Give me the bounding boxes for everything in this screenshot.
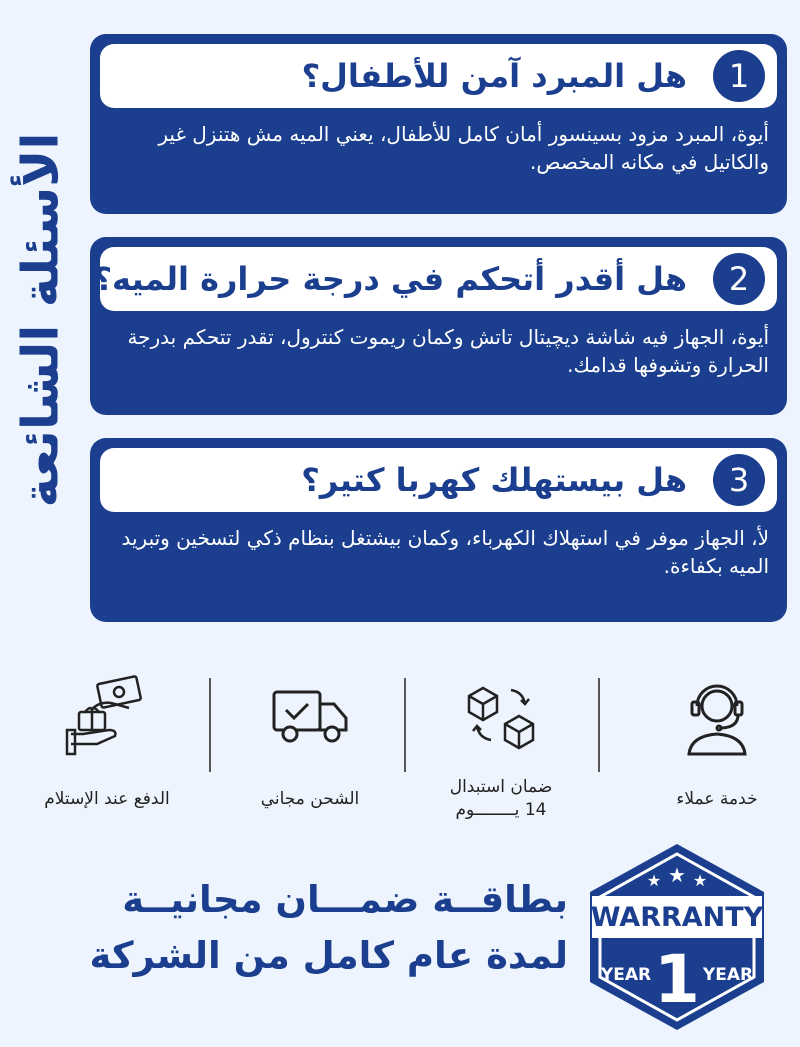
faq-number-badge: 2 — [713, 253, 765, 305]
feature-label-line2: 14 يــــــــوم — [455, 799, 547, 820]
faq-number-badge: 1 — [713, 50, 765, 102]
features-row — [0, 660, 800, 840]
box-exchange-icon — [459, 672, 543, 756]
feature-label: الدفع عند الإستلام — [44, 789, 170, 809]
feature-label — [406, 776, 596, 822]
cash-payment-icon — [65, 672, 149, 756]
faq-number-badge: 3 — [713, 454, 765, 506]
faq-question-box — [93, 247, 777, 311]
warranty-line-1: بطاقــة ضمـــان مجانيــة — [122, 878, 568, 921]
faq-answer: أيوة، الجهاز فيه شاشة ديچيتال تاتش وكمان ريموت كنترول، تقدر تتحكم بدرجة الحرارة وتشوفها قدامك. — [127, 325, 769, 377]
warranty-line-2: لمدة عام كامل من الشركة — [89, 933, 568, 977]
feature-customer-service — [622, 660, 800, 840]
divider — [598, 678, 600, 772]
page-title: الأسئلة الشائعة — [11, 132, 70, 508]
page-title-vertical — [4, 20, 76, 620]
svg-text:★: ★ — [692, 871, 708, 890]
faq-question: هل المبرد آمن للأطفال؟ — [301, 57, 687, 95]
badge-number: 1 — [654, 941, 700, 1018]
faq-question: هل بيستهلك كهربا كتير؟ — [301, 461, 687, 499]
badge-title: WARRANTY — [590, 902, 764, 933]
feature-label-line1: ضمان استبدال — [449, 777, 553, 797]
divider — [209, 678, 211, 772]
feature-label: الشحن مجاني — [260, 789, 360, 809]
faq-card-2 — [90, 237, 787, 415]
faq-answer: أيوة، المبرد مزود بسينسور أمان كامل للأطفال، يعني الميه مش هتنزل غير والكاتيل في مكانه المخصص. — [158, 122, 769, 174]
faq-answer: لأ، الجهاز موفر في استهلاك الكهرباء، وكمان بيشتغل بنظام ذكي لتسخين وتبريد الميه بكفاءة. — [121, 526, 769, 578]
delivery-truck-icon — [268, 672, 352, 756]
warranty-badge-icon — [586, 842, 768, 1032]
faq-card-1 — [90, 34, 787, 214]
faq-question-box — [100, 448, 777, 512]
feature-label: خدمة عملاء — [676, 789, 758, 809]
feature-free-shipping — [215, 660, 405, 840]
badge-year-left: YEAR — [600, 965, 652, 985]
badge-year-right: YEAR — [702, 965, 754, 985]
feature-exchange-guarantee — [406, 660, 596, 840]
warranty-text — [20, 872, 568, 983]
headset-icon — [675, 672, 759, 756]
feature-cash-on-delivery — [12, 660, 202, 840]
faq-question-box — [100, 44, 777, 108]
faq-question: هل أقدر أتحكم في درجة حرارة الميه؟ — [93, 260, 687, 298]
faq-card-3 — [90, 438, 787, 622]
svg-text:★: ★ — [668, 863, 686, 887]
svg-text:★: ★ — [646, 871, 662, 890]
